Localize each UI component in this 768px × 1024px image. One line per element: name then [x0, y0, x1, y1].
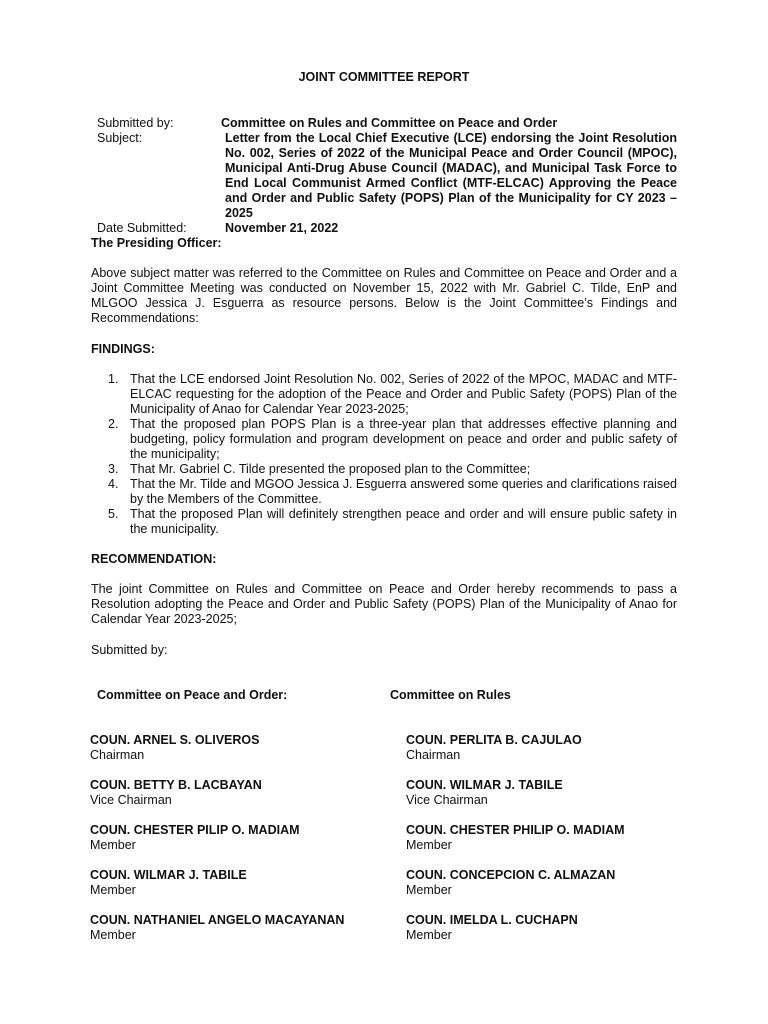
signatory	[90, 913, 344, 943]
signatory-name: COUN. CHESTER PHILIP O. MADIAM	[406, 823, 625, 837]
intro-paragraph: Above subject matter was referred to the Committee on Rules and Committee on Peace and Order and a Joint Committee Meeting was conducted on November 15, 2022 with Mr. Gabriel C. Tilde, EnP and MLGOO Jessica J. Esguerra as resource persons. Below is the Joint Committee’s Findings and Recommendations:	[91, 266, 677, 325]
rules-committee-signatories	[406, 733, 706, 953]
signatory-role: Member	[406, 838, 452, 852]
finding-number: 3.	[108, 462, 119, 476]
subject-label: Subject:	[97, 131, 143, 145]
signatory	[90, 823, 300, 853]
signatory	[406, 913, 578, 943]
recommendation-paragraph: The joint Committee on Rules and Committee on Peace and Order hereby recommends to pass a Resolution adopting the Peace and Order and Public Safety (POPS) Plan of the Municipality of Anao for Calendar Year 2023-2025;	[91, 582, 677, 626]
signatory-name: COUN. PERLITA B. CAJULAO	[406, 733, 582, 747]
signatory-name: COUN. CHESTER PILIP O. MADIAM	[90, 823, 300, 837]
signatory	[90, 868, 247, 898]
signatory-role: Chairman	[406, 748, 461, 762]
signatory-name: COUN. ARNEL S. OLIVEROS	[90, 733, 260, 747]
submitted-by-label: Submitted by:	[97, 116, 174, 130]
signatory-role: Member	[406, 883, 452, 897]
peace-committee-heading	[97, 688, 287, 703]
submitted-by-closing: Submitted by:	[91, 643, 168, 657]
rules-committee-heading	[390, 688, 511, 703]
date-value: November 21, 2022	[225, 221, 339, 235]
finding-item	[91, 372, 677, 417]
signatory-name: COUN. BETTY B. LACBAYAN	[90, 778, 262, 792]
signatory-name: COUN. NATHANIEL ANGELO MACAYANAN	[90, 913, 345, 927]
finding-number: 4.	[108, 477, 119, 491]
finding-text: That the proposed Plan will definitely strengthen peace and order and will ensure public safety in the municipality.	[130, 507, 677, 536]
finding-number: 1.	[108, 372, 119, 386]
signatory-role: Member	[406, 928, 452, 942]
finding-item	[91, 462, 677, 477]
finding-item	[91, 477, 677, 507]
date-label: Date Submitted:	[97, 221, 187, 235]
signatory	[90, 778, 262, 808]
signatory-role: Vice Chairman	[90, 793, 172, 807]
rules-committee-title: Committee on Rules	[390, 688, 511, 702]
peace-committee-signatories	[90, 733, 390, 953]
signatory	[90, 733, 259, 763]
finding-item	[91, 417, 677, 462]
presiding-officer: The Presiding Officer:	[91, 236, 222, 250]
finding-text: That the proposed plan POPS Plan is a three-year plan that addresses effective planning and budgeting, policy formulation and program development on peace and order and public safety of the municipality;	[130, 417, 677, 461]
signatory-role: Member	[90, 883, 136, 897]
signatory-name: COUN. WILMAR J. TABILE	[406, 778, 563, 792]
signatory-name: COUN. CONCEPCION C. ALMAZAN	[406, 868, 616, 882]
signatory	[406, 868, 615, 898]
signatory	[406, 778, 563, 808]
signatory-name: COUN. WILMAR J. TABILE	[90, 868, 247, 882]
meta-submitted-by	[97, 116, 677, 131]
finding-item	[91, 507, 677, 537]
signatory-role: Member	[90, 838, 136, 852]
signatory	[406, 823, 625, 853]
finding-text: That the Mr. Tilde and MGOO Jessica J. Esguerra answered some queries and clarifications raised by the Members of the Committee.	[130, 477, 677, 506]
peace-committee-title: Committee on Peace and Order:	[97, 688, 288, 702]
finding-number: 5.	[108, 507, 119, 521]
findings-list	[91, 372, 677, 537]
signatory-role: Chairman	[90, 748, 145, 762]
signatory-name: COUN. IMELDA L. CUCHAPN	[406, 913, 578, 927]
findings-list-wrap	[91, 372, 677, 537]
finding-number: 2.	[108, 417, 119, 431]
recommendation-heading: RECOMMENDATION:	[91, 552, 217, 566]
signatory-role: Member	[90, 928, 136, 942]
report-title: JOINT COMMITTEE REPORT	[298, 70, 470, 84]
report-meta	[97, 116, 677, 236]
subject-value: Letter from the Local Chief Executive (LCE) endorsing the Joint Resolution No. 002, Series of 2022 of the Municipal Peace and Order Council (MPOC), Municipal Anti-Drug Abuse Council (MADAC), and Municipal Task Force to End Local Communist Armed Conflict (MTF-ELCAC) Approving the Peace and Order and Public Safety (POPS) Plan of the Municipality for CY 2023 – 2025	[225, 131, 677, 220]
signatory	[406, 733, 582, 763]
submitted-by-value: Committee on Rules and Committee on Peace and Order	[221, 116, 558, 130]
findings-heading: FINDINGS:	[91, 342, 155, 356]
meta-date	[97, 221, 677, 236]
signatory-role: Vice Chairman	[406, 793, 488, 807]
finding-text: That Mr. Gabriel C. Tilde presented the proposed plan to the Committee;	[130, 462, 531, 476]
meta-subject	[97, 131, 677, 221]
finding-text: That the LCE endorsed Joint Resolution No. 002, Series of 2022 of the MPOC, MADAC and MTF-ELCAC requesting for the adoption of the Peace and Order and Public Safety (POPS) Plan of the Municipality of Anao for Calendar Year 2023-2025;	[130, 372, 677, 416]
